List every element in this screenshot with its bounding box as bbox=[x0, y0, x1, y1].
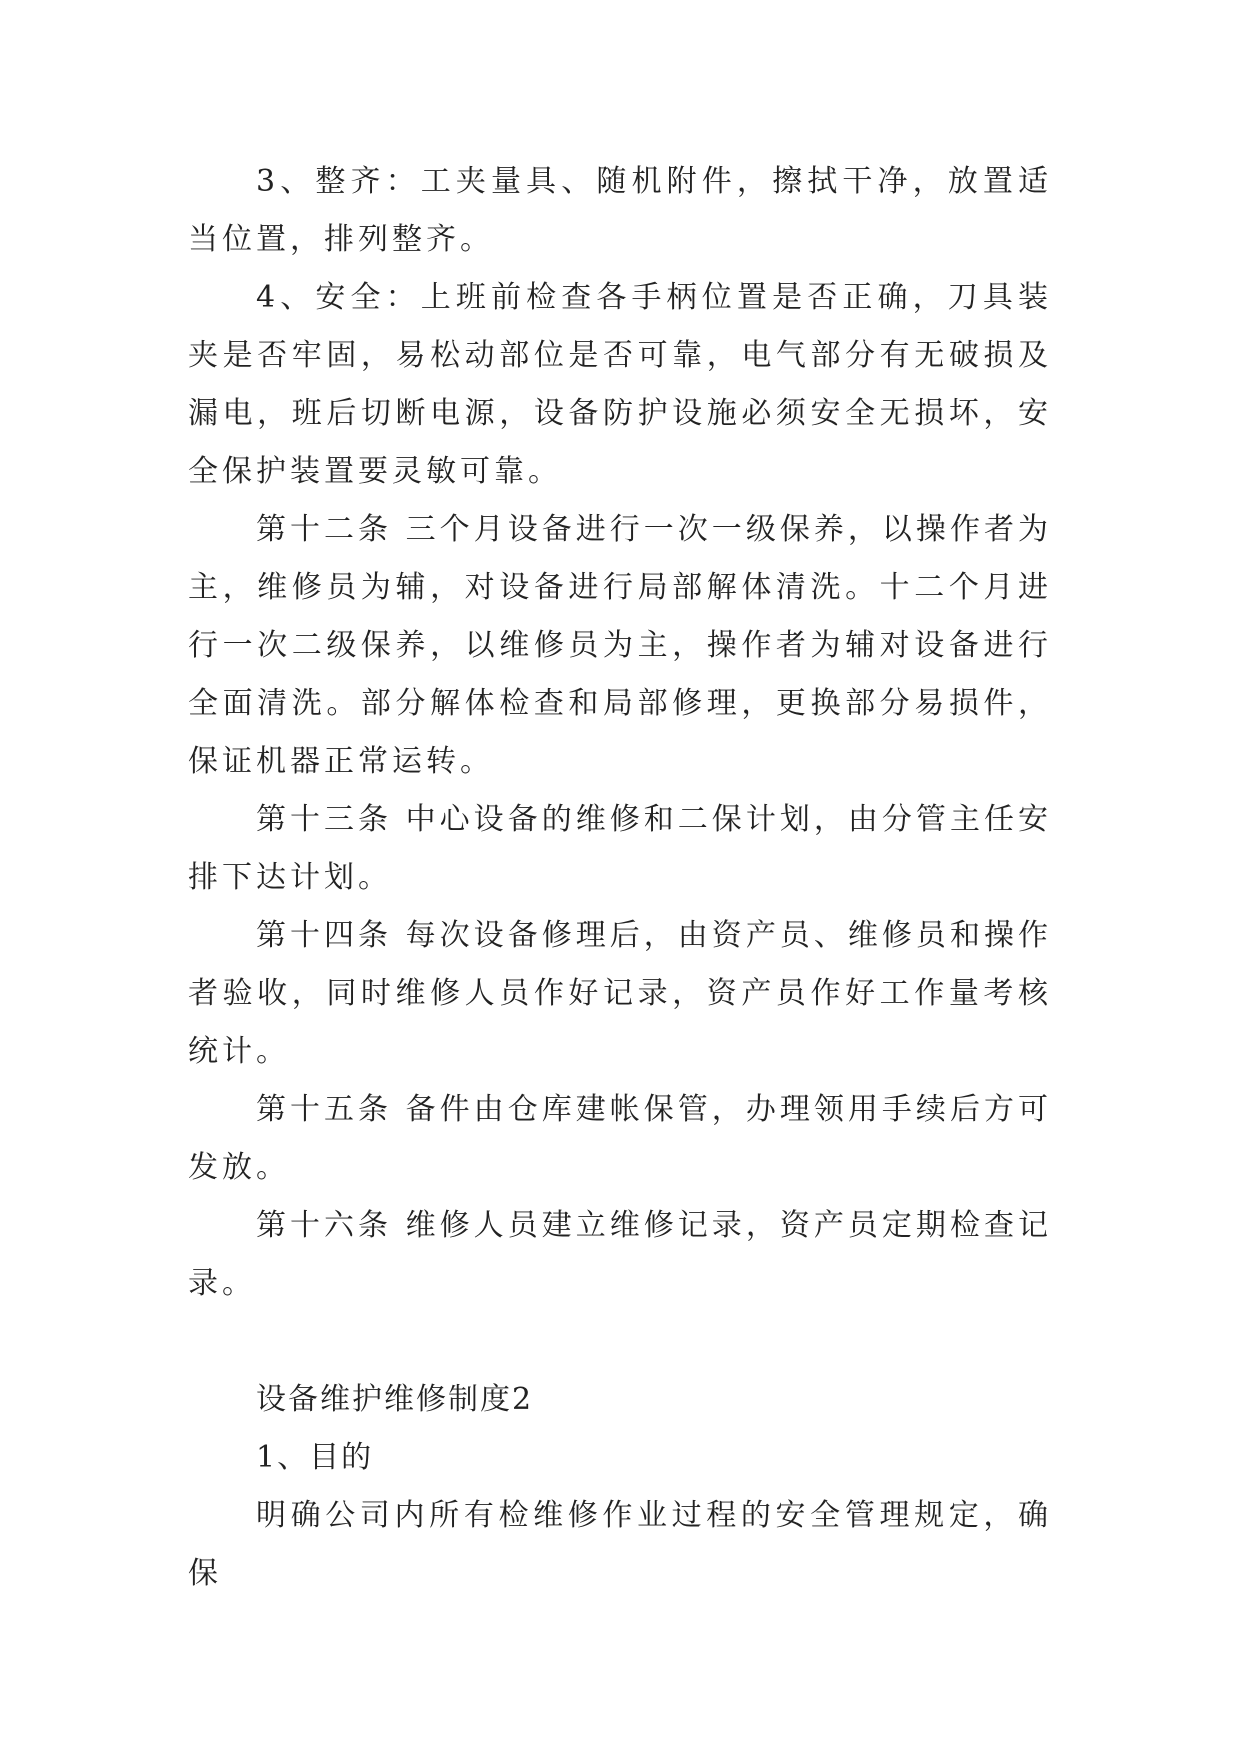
paragraph-article-12: 第十二条 三个月设备进行一次一级保养，以操作者为主，维修员为辅，对设备进行局部解体清洗。十二个月进行一次二级保养，以维修员为主，操作者为辅对设备进行全面清洗。部分解体检查和局部修理，更换部分易损件，保证机器正常运转。 bbox=[188, 512, 1052, 779]
section-heading-purpose: 1、目的 bbox=[256, 1440, 374, 1475]
section-title: 设备维护维修制度2 bbox=[256, 1382, 534, 1417]
paragraph-safety: 4、安全：上班前检查各手柄位置是否正确，刀具装夹是否牢固，易松动部位是否可靠，电气部分有无破损及漏电，班后切断电源，设备防护设施必须安全无损坏，安全保护装置要灵敏可靠。 bbox=[188, 280, 1052, 489]
paragraph-article-14: 第十四条 每次设备修理后，由资产员、维修员和操作者验收，同时维修人员作好记录，资产员作好工作量考核统计。 bbox=[188, 918, 1052, 1069]
document-body bbox=[188, 153, 1052, 1603]
section-spacer bbox=[188, 1313, 1052, 1371]
paragraph-article-15: 第十五条 备件由仓库建帐保管，办理领用手续后方可发放。 bbox=[188, 1092, 1052, 1185]
paragraph-tidiness: 3、整齐：工夹量具、随机附件，擦拭干净，放置适当位置，排列整齐。 bbox=[188, 164, 1052, 257]
paragraph-article-13: 第十三条 中心设备的维修和二保计划，由分管主任安排下达计划。 bbox=[188, 802, 1052, 895]
paragraph-article-16: 第十六条 维修人员建立维修记录，资产员定期检查记录。 bbox=[188, 1208, 1052, 1301]
paragraph-purpose: 明确公司内所有检维修作业过程的安全管理规定，确保 bbox=[188, 1498, 1052, 1591]
